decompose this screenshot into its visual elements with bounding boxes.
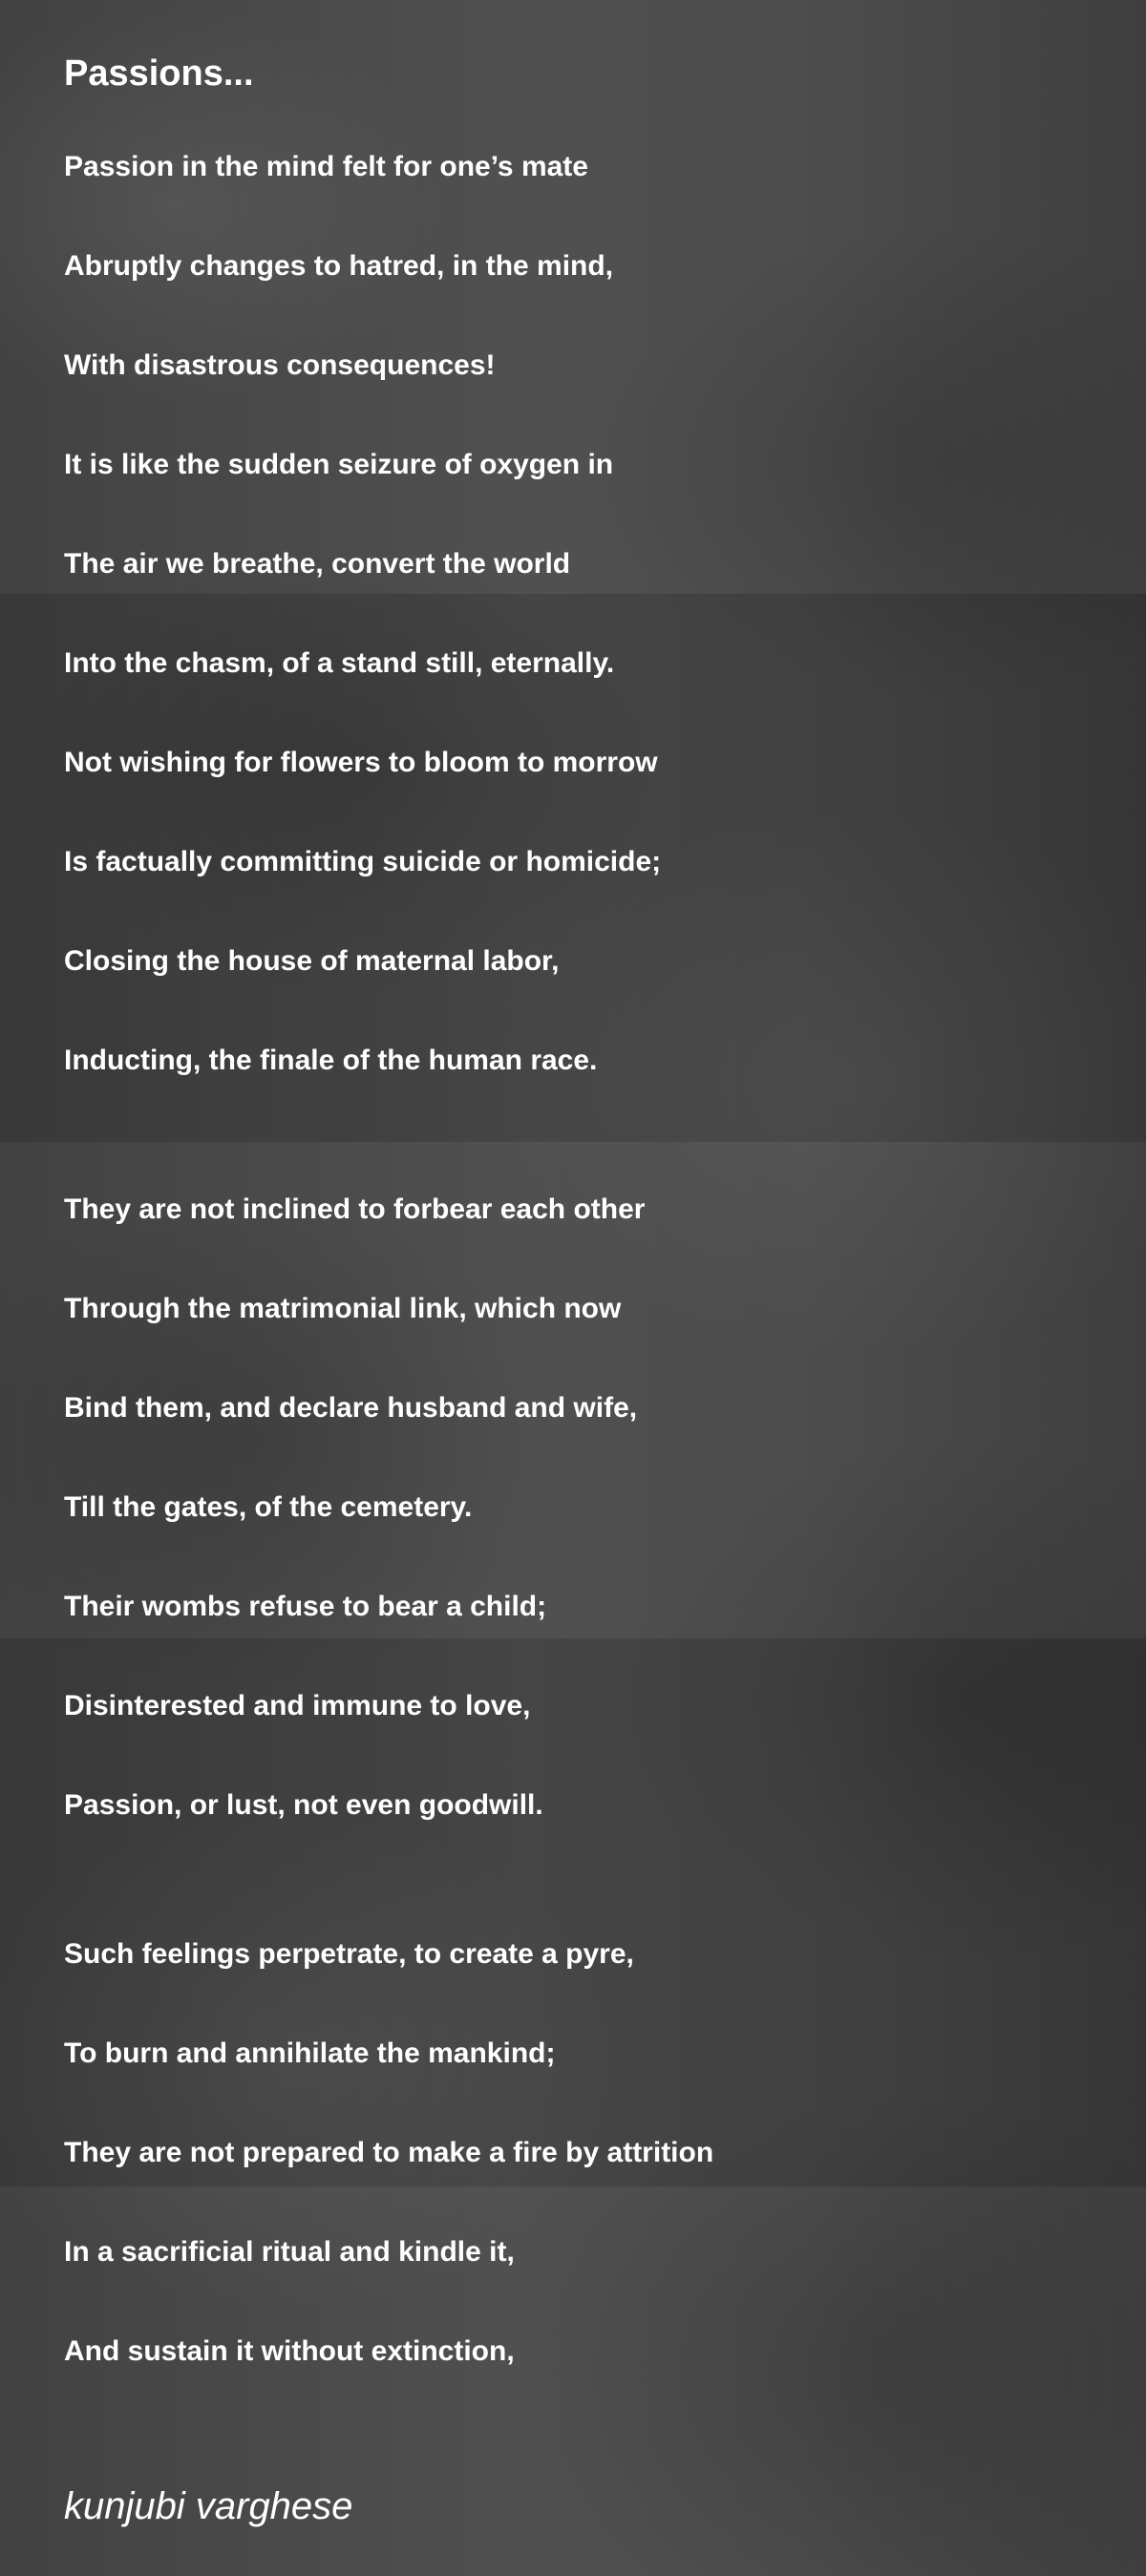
- poem-author: kunjubi varghese: [64, 2485, 353, 2527]
- poem-line: Their wombs refuse to bear a child;: [64, 1591, 547, 1622]
- poem-line: Abruptly changes to hatred, in the mind,: [64, 250, 614, 282]
- poem-line: It is like the sudden seizure of oxygen in: [64, 449, 614, 480]
- poem-line: Closing the house of maternal labor,: [64, 945, 560, 977]
- poem-line: Not wishing for flowers to bloom to morrow: [64, 747, 658, 778]
- poem-line: They are not prepared to make a fire by attrition: [64, 2137, 714, 2168]
- poem-line: To burn and annihilate the mankind;: [64, 2038, 556, 2069]
- poem-line: Till the gates, of the cemetery.: [64, 1491, 473, 1523]
- poem-line: With disastrous consequences!: [64, 349, 496, 381]
- poem-line: Passion, or lust, not even goodwill.: [64, 1789, 543, 1821]
- poem-line: Such feelings perpetrate, to create a pyre,: [64, 1938, 634, 1970]
- poem-line: In a sacrificial ritual and kindle it,: [64, 2236, 515, 2268]
- poem-line: And sustain it without extinction,: [64, 2335, 515, 2367]
- poem-line: Is factually committing suicide or homicide;: [64, 846, 662, 877]
- poem-line: Inducting, the finale of the human race.: [64, 1045, 598, 1076]
- poem-line: They are not inclined to forbear each other: [64, 1193, 646, 1225]
- poem-title: Passions...: [64, 53, 254, 94]
- poem-line: Disinterested and immune to love,: [64, 1690, 531, 1721]
- poem-line: Through the matrimonial link, which now: [64, 1293, 622, 1324]
- poem-line: Into the chasm, of a stand still, eternally.: [64, 647, 615, 679]
- poem-line: Passion in the mind felt for one’s mate: [64, 151, 588, 182]
- poem-line: The air we breathe, convert the world: [64, 548, 571, 580]
- poem-line: Bind them, and declare husband and wife,: [64, 1392, 638, 1424]
